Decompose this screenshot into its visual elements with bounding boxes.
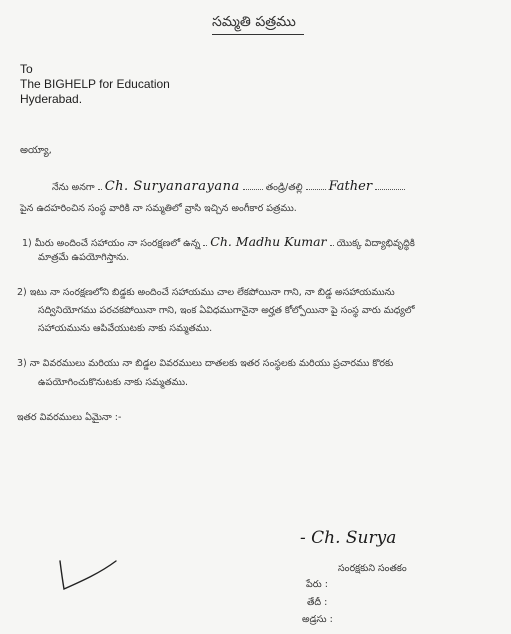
title-underline — [212, 34, 304, 35]
addressee-to: To — [20, 62, 33, 76]
address-field-label: అడ్రసు : — [302, 614, 333, 625]
clause-3-line-1 — [17, 358, 393, 371]
clause-2-number: 2) — [17, 287, 27, 298]
handwritten-guardian-name: Ch. Suryanarayana — [104, 179, 240, 194]
clause-1-text-b: యొక్క విద్యాభివృద్ధికి — [336, 238, 415, 249]
clause-2-text-1: ఇటు నా సంరక్షణలోని బిడ్డకు అందించే సహాయము చాల లేకపోయినా గాని, నా బిడ్డ అసహాయమును — [29, 287, 395, 298]
clause-3-text-1: నా వివరములు మరియు నా బిడ్డల వివరములు దాతలకు ఇతర సంస్థలకు మరియు ప్రచారము కొరకు — [29, 358, 394, 369]
intro-part-1: నేను అనగా — [52, 182, 95, 193]
clause-1-number: 1) — [22, 238, 32, 249]
clause-3-number: 3) — [17, 358, 27, 369]
name-field-label: పేరు : — [306, 579, 328, 590]
salutation: అయ్యా, — [20, 145, 52, 156]
handwritten-child-name: Ch. Madhu Kumar — [210, 234, 327, 249]
intro-line-1 — [52, 179, 405, 195]
clause-2-line-1 — [17, 287, 395, 300]
clause-2-line-3: సహాయమును ఆపివేయుటకు నాకు సమ్మతము. — [38, 323, 213, 334]
handwritten-relation: Father — [328, 179, 373, 194]
clause-2-line-2: సద్వినియోగము పరచకపోయినా గాని, ఇంక ఏవిధముగానైనా అర్హత కోల్పోయినా పై సంస్థ వారు మధ్యలో — [38, 305, 415, 316]
addressee-city: Hyderabad. — [20, 92, 83, 106]
addressee-organization: The BIGHELP for Education — [20, 77, 170, 91]
clause-1-text-a: మీరు అందించే సహాయం నా సంరక్షణలో ఉన్న — [34, 238, 201, 249]
clause-3-line-2: ఉపయోగించుకొనుటకు నాకు సమ్మతము. — [38, 377, 189, 388]
date-field-label: తేదీ : — [307, 597, 328, 608]
clause-1-line-1 — [22, 234, 415, 251]
intro-line-2: పైన ఉదహరించిన సంస్థ వారికి నా సమ్మతిలో వ్రాసి ఇచ్చిన అంగీకార పత్రము. — [20, 203, 297, 214]
intro-part-2: తండ్రి/తల్లి — [265, 182, 303, 193]
other-details-label: ఇతర వివరములు ఏమైనా :- — [17, 412, 122, 423]
signature-caption: సంరక్షకుని సంతకం — [338, 563, 407, 574]
document-title: సమ్మతి పత్రము — [212, 14, 296, 30]
pen-mark-scribble — [52, 555, 122, 600]
clause-1-line-2: మాత్రమే ఉపయోగిస్తాను. — [38, 252, 130, 263]
guardian-signature: - Ch. Surya — [300, 528, 397, 548]
